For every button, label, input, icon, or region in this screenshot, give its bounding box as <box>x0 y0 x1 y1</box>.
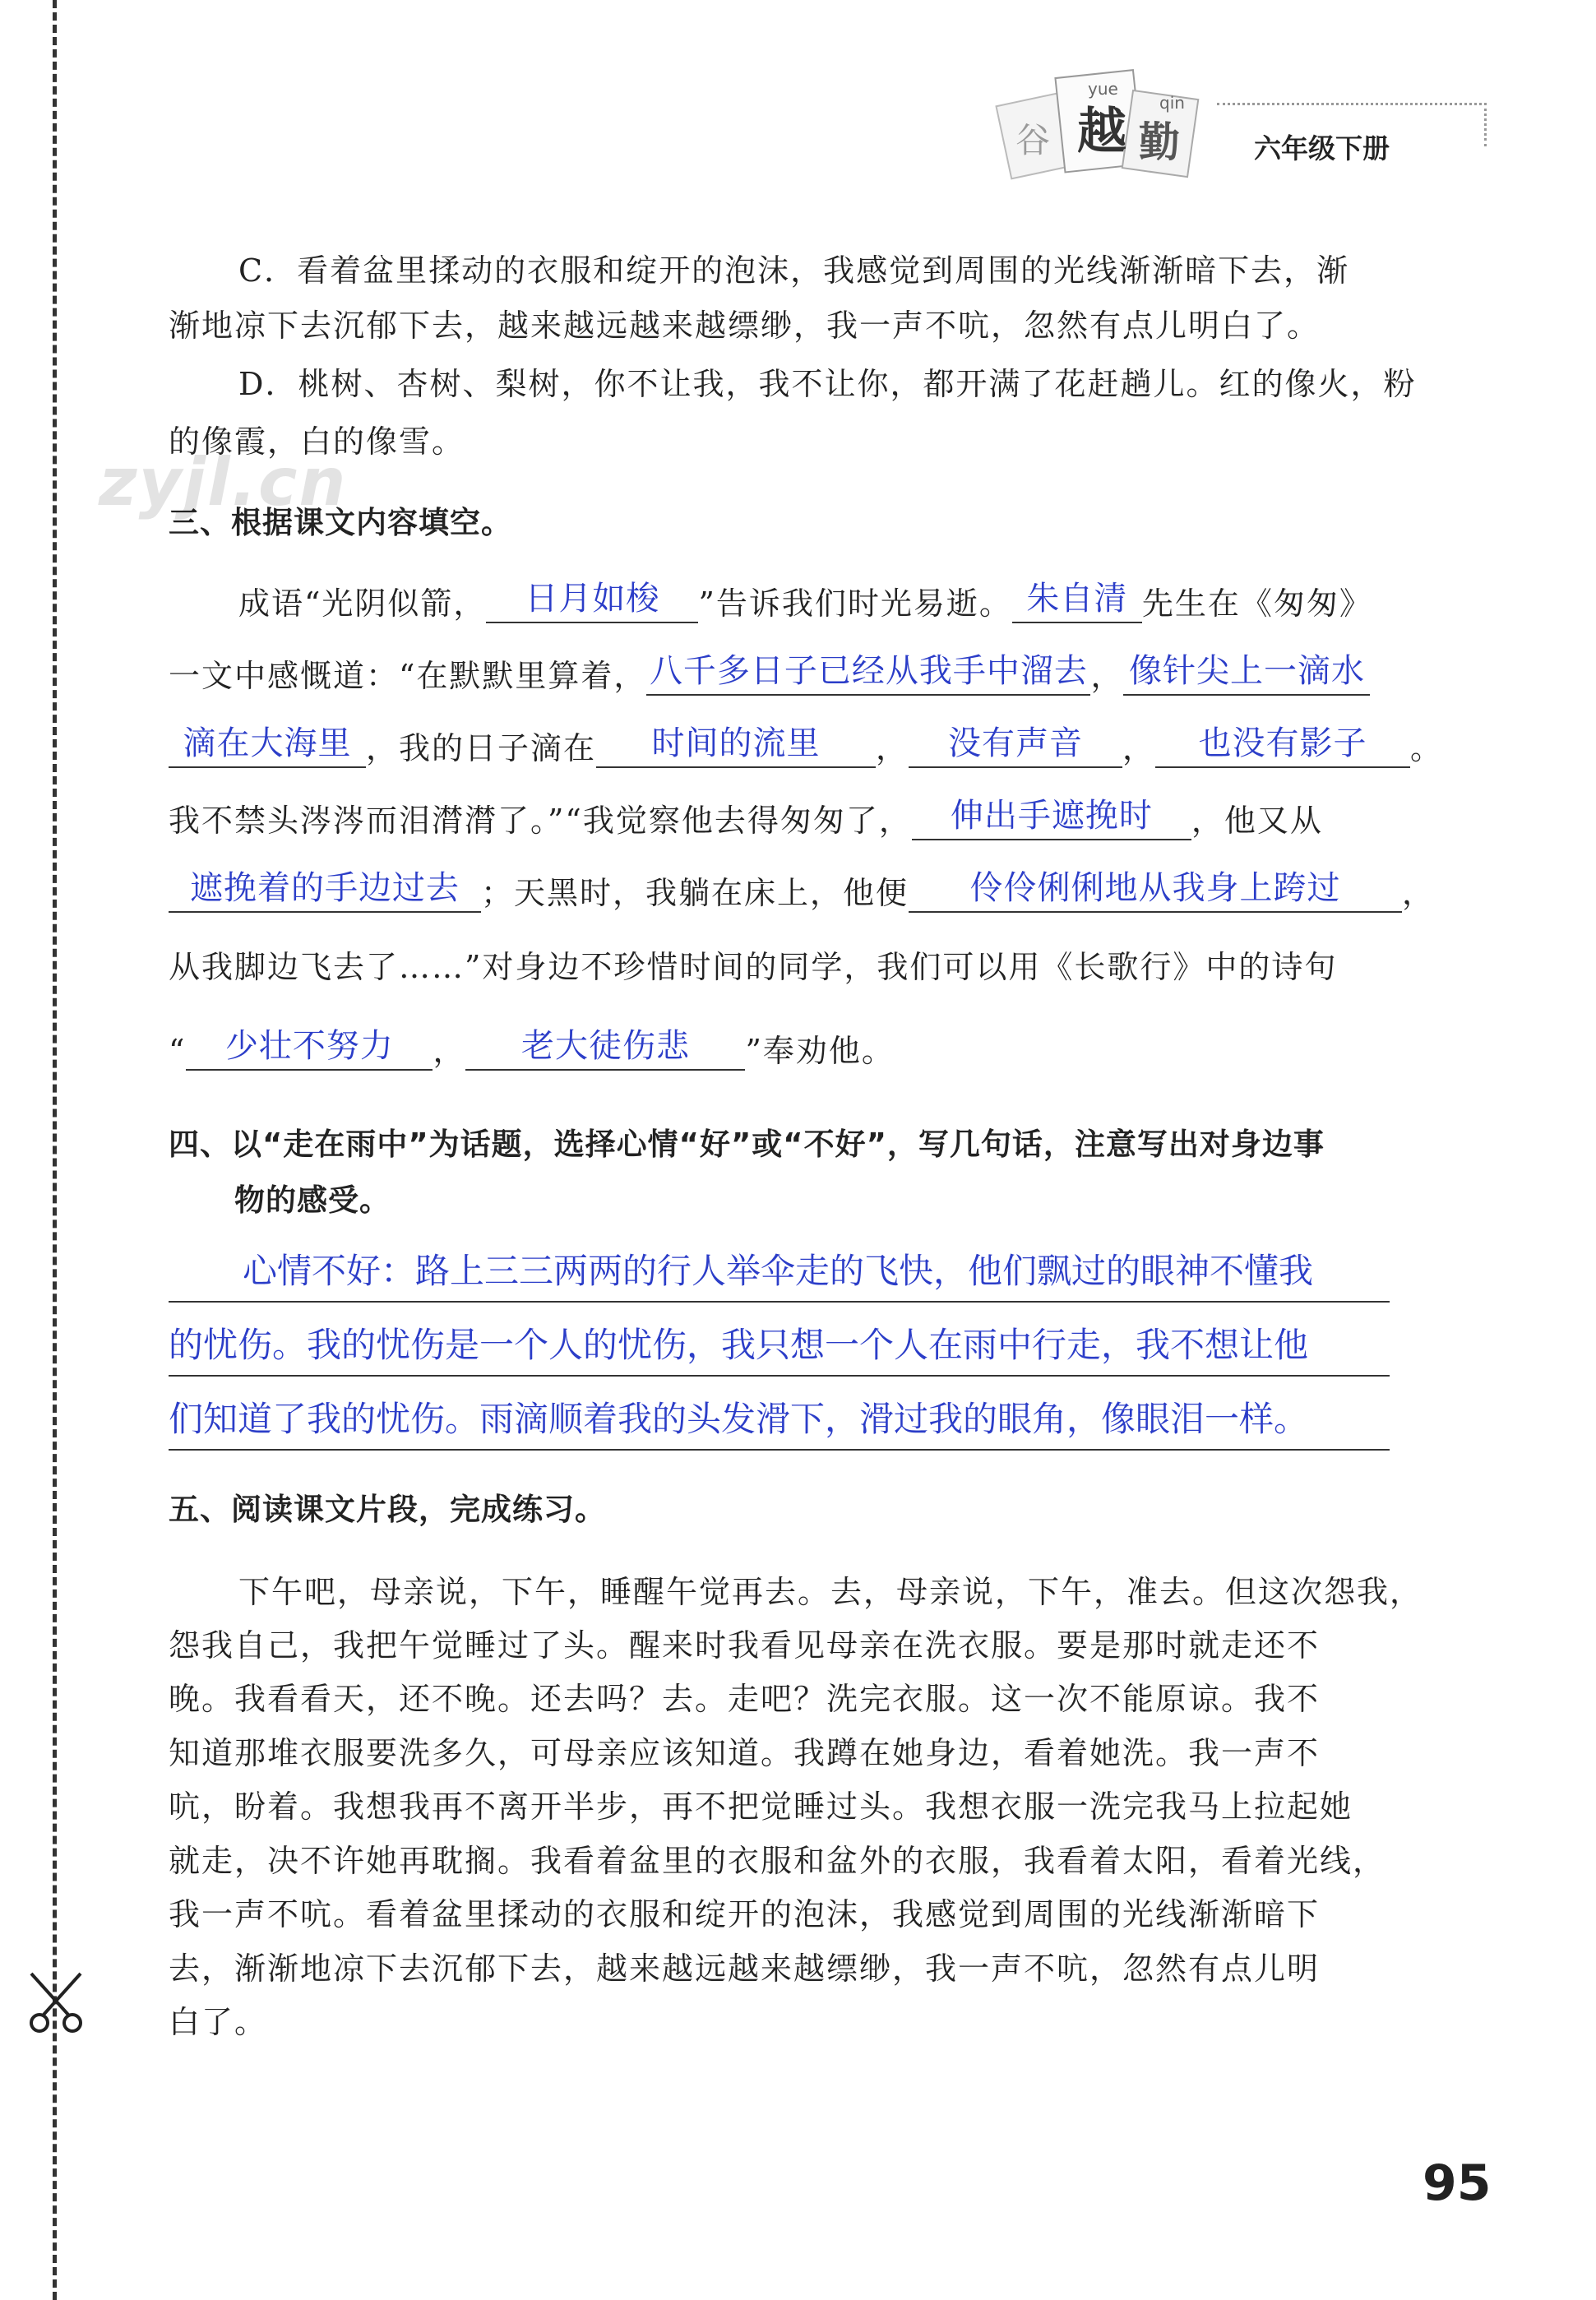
passage-line: 下午吧，母亲说，下午，睡醒午觉再去。去，母亲说，下午，准去。但这次怨我， <box>238 1574 1423 1610</box>
passage-line: 吭，盼着。我想我再不离开半步，再不把觉睡过头。我想衣服一洗完我马上拉起她 <box>169 1789 1353 1825</box>
section-4-heading-line-1: 四、以“走在雨中”为话题，选择心情“好”或“不好”，写几句话，注意写出对身边事 <box>169 1127 1325 1162</box>
fill-line-5: 遮挽着的手边过去 ；天黑时，我躺在床上，他便 伶伶俐俐地从我身上跨过 ， <box>169 865 1435 913</box>
handwritten-answer-line[interactable]: 的忧伤。我的忧伤是一个人的忧伤，我只想一个人在雨中行走，我不想让他 <box>169 1316 1390 1377</box>
page-number: 95 <box>1423 2154 1492 2212</box>
passage-line: 怨我自己，我把午觉睡过了头。醒来时我看见母亲在洗衣服。要是那时就走还不 <box>169 1627 1321 1664</box>
passage-line: 晚。我看看天，还不晚。还去吗？去。走吧？洗完衣服。这一次不能原谅。我不 <box>169 1681 1321 1717</box>
scissors-icon <box>23 1969 89 2035</box>
answer-blank[interactable]: 日月如梭 <box>486 576 698 623</box>
option-d-line-1: D．桃树、杏树、梨树，你不让我，我不让你，都开满了花赶趟儿。红的像火，粉 <box>238 366 1417 402</box>
answer-blank[interactable]: 时间的流里 <box>596 720 876 768</box>
option-c-line-2: 渐地凉下去沉郁下去，越来越远越来越缥缈，我一声不吭，忽然有点儿明白了。 <box>169 308 1321 344</box>
answer-blank[interactable]: 朱自清 <box>1012 576 1142 623</box>
section-4-heading-line-2: 物的感受。 <box>234 1182 391 1218</box>
answer-blank[interactable]: 没有声音 <box>909 720 1122 768</box>
answer-blank[interactable]: 老大徒伤悲 <box>465 1023 745 1071</box>
grade-label: 六年级下册 <box>1254 132 1390 164</box>
series-logo <box>991 58 1205 201</box>
logo-pinyin-1: yue <box>1088 79 1118 99</box>
answer-blank[interactable]: 滴在大海里 <box>169 720 366 768</box>
passage-line: 我一声不吭。看着盆里揉动的衣服和绽开的泡沫，我感觉到周围的光线渐渐暗下 <box>169 1896 1321 1932</box>
answer-blank[interactable]: 少壮不努力 <box>186 1023 433 1071</box>
passage-line: 去，渐渐地凉下去沉郁下去，越来越远越来越缥缈，我一声不吭，忽然有点儿明 <box>169 1951 1321 1987</box>
answer-blank[interactable]: 遮挽着的手边过去 <box>169 865 481 913</box>
fill-line-4: 我不禁头涔涔而泪潸潸了。”“我觉察他去得匆匆了， 伸出手遮挽时 ，他又从 <box>169 793 1323 840</box>
fill-line-2: 一文中感慨道：“在默默里算着， 八千多日子已经从我手中溜去 ， 像针尖上一滴水 <box>169 648 1370 696</box>
fill-line-6: 从我脚边飞去了……”对身边不珍惜时间的同学，我们可以用《长歌行》中的诗句 <box>169 949 1338 985</box>
passage-line: 就走，决不许她再耽搁。我看着盆里的衣服和盆外的衣服，我看着太阳，看着光线， <box>169 1843 1386 1879</box>
passage-line: 知道那堆衣服要洗多久，可母亲应该知道。我蹲在她身边，看着她洗。我一声不 <box>169 1735 1321 1771</box>
answer-blank[interactable]: 伸出手遮挽时 <box>912 793 1191 840</box>
logo-pinyin-2: qin <box>1159 93 1185 113</box>
logo-char-2: 越 <box>1077 103 1126 160</box>
fill-line-1: 成语“光阴似箭， 日月如梭 ”告诉我们时光易逝。 朱自清 先生在《匆匆》 <box>238 576 1372 623</box>
watermark: zyjl.cn <box>99 444 348 521</box>
cut-line <box>53 0 57 2300</box>
section-3-heading: 三、根据课文内容填空。 <box>169 505 512 540</box>
fill-line-7: “ 少壮不努力 ， 老大徒伤悲 ”奉劝他。 <box>169 1023 895 1071</box>
option-c-line-1: C．看着盆里揉动的衣服和绽开的泡沫，我感觉到周围的光线渐渐暗下去，渐 <box>238 252 1350 289</box>
section-5-heading: 五、阅读课文片段，完成练习。 <box>169 1492 606 1527</box>
answer-blank[interactable]: 像针尖上一滴水 <box>1123 648 1370 696</box>
answer-blank[interactable]: 也没有影子 <box>1155 720 1410 768</box>
answer-blank[interactable]: 伶伶俐俐地从我身上跨过 <box>909 865 1402 913</box>
logo-char-3: 勤 <box>1139 118 1180 166</box>
handwritten-answer-line[interactable]: 们知道了我的忧伤。雨滴顺着我的头发滑下，滑过我的眼角，像眼泪一样。 <box>169 1390 1390 1451</box>
handwritten-answer-line[interactable]: 心情不好：路上三三两两的行人举伞走的飞快，他们飘过的眼神不懂我 <box>169 1242 1390 1303</box>
answer-blank[interactable]: 八千多日子已经从我手中溜去 <box>646 648 1090 696</box>
fill-line-3: 滴在大海里 ，我的日子滴在 时间的流里 ， 没有声音 ， 也没有影子 。 <box>169 720 1443 768</box>
option-d-line-2: 的像霞，白的像雪。 <box>169 423 465 460</box>
passage-line: 白了。 <box>169 2004 268 2040</box>
logo-char-1: 谷 <box>1015 120 1051 160</box>
